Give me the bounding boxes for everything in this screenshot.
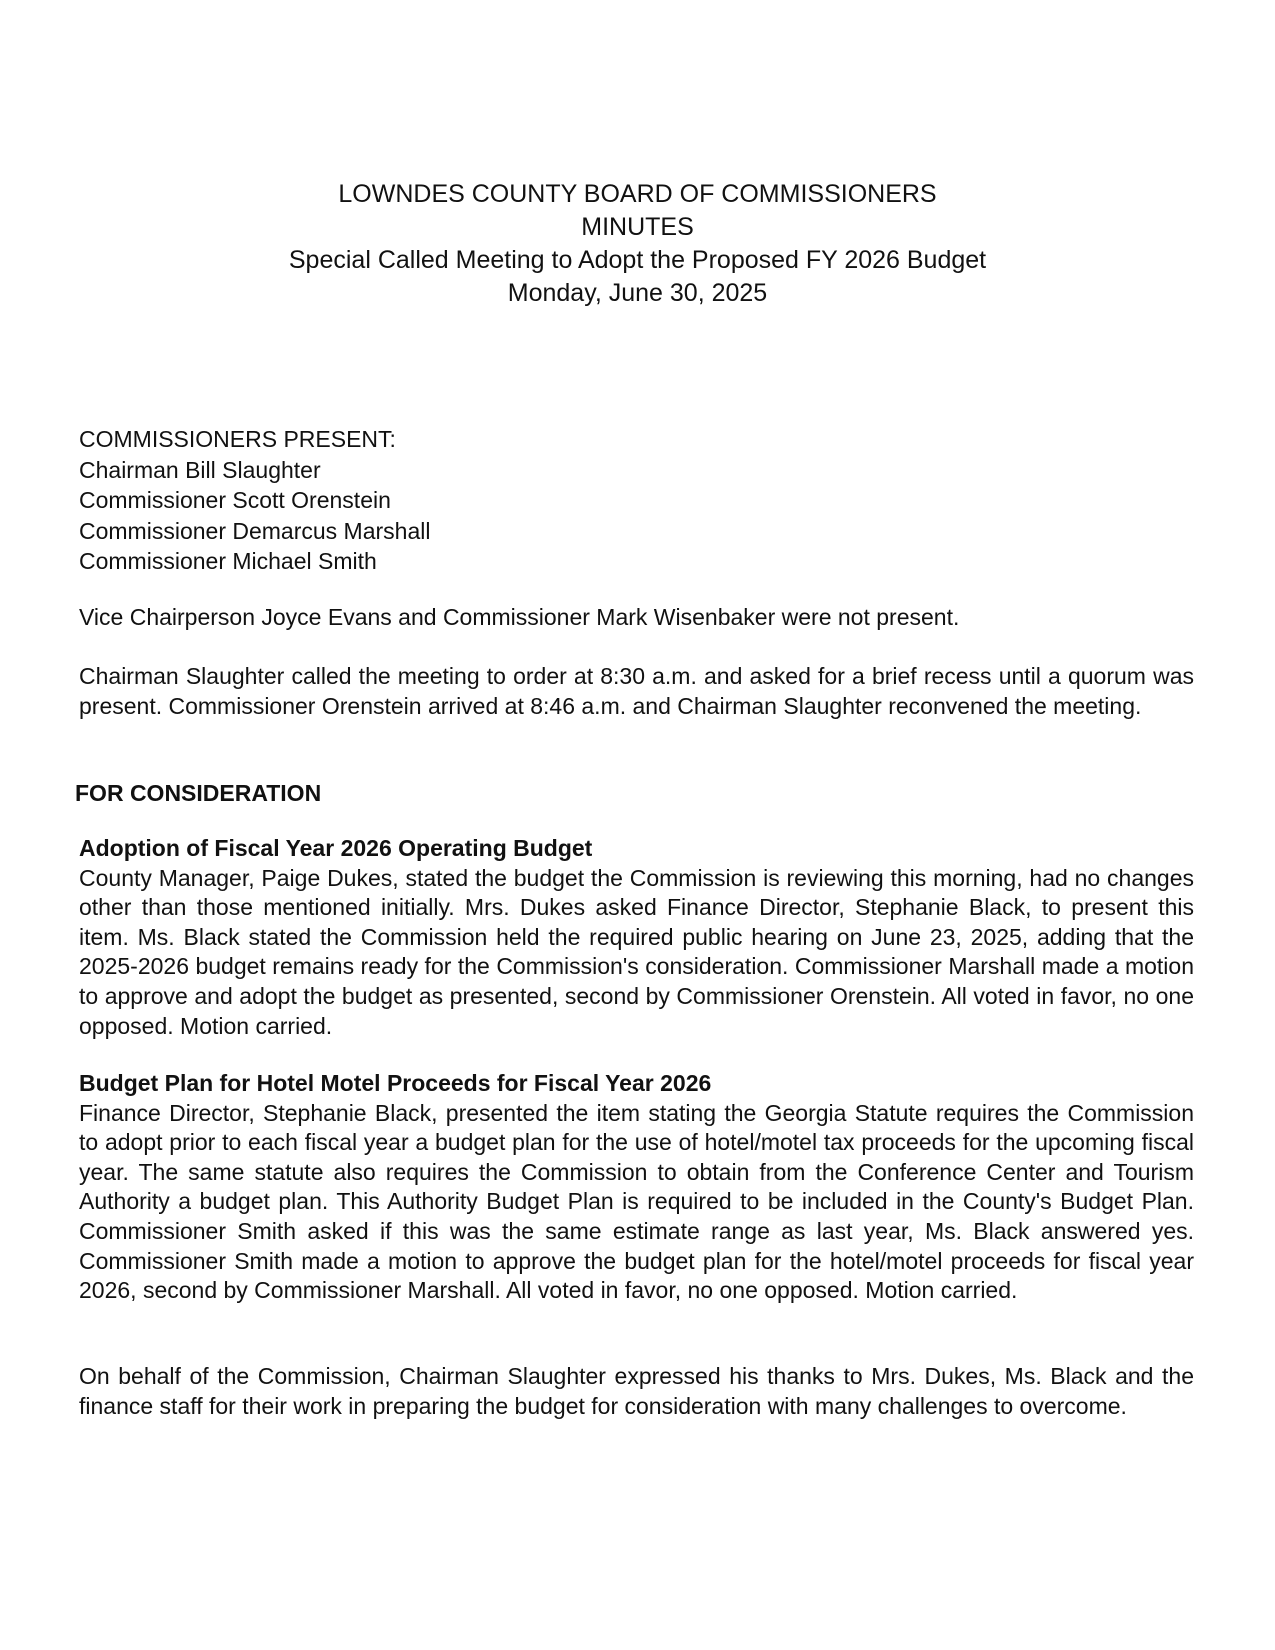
absent-paragraph: Vice Chairperson Joyce Evans and Commissioner Mark Wisenbaker were not present. [79, 604, 960, 630]
section-heading: FOR CONSIDERATION [75, 780, 322, 806]
call-to-order-paragraph: Chairman Slaughter called the meeting to order at 8:30 a.m. and asked for a brief recess until a quorum was present. Commissioner Orenstein arrived at 8:46 a.m. and Chairman Slaughter reconvened the meeting. [79, 663, 1194, 719]
header-organization: LOWNDES COUNTY BOARD OF COMMISSIONERS [338, 180, 937, 208]
header-meeting-date: Monday, June 30, 2025 [507, 279, 768, 307]
present-member: Commissioner Demarcus Marshall [79, 517, 431, 544]
agenda-item [79, 834, 1194, 1041]
agenda-item-title: Budget Plan for Hotel Motel Proceeds for Fiscal Year 2026 [79, 1070, 712, 1096]
agenda-item-title: Adoption of Fiscal Year 2026 Operating Budget [79, 835, 593, 861]
closing-paragraph: On behalf of the Commission, Chairman Slaughter expressed his thanks to Mrs. Dukes, Ms. Black and the finance staff for their work in preparing the budget for consideration with many challenges to overcome. [79, 1363, 1194, 1419]
present-member: Chairman Bill Slaughter [79, 456, 321, 483]
agenda-item-body: County Manager, Paige Dukes, stated the budget the Commission is reviewing this morning, had no changes other than those mentioned initially. Mrs. Dukes asked Finance Director, Stephanie Black, to present this item. Ms. Black stated the Commission held the required public hearing on June 23, 2025, adding that the 2025-2026 budget remains ready for the Commission's consideration. Commissioner Marshall made a motion to approve and adopt the budget as presented, second by Commissioner Orenstein. All voted in favor, no one opposed. Motion carried. [79, 864, 1194, 1039]
present-member: Commissioner Scott Orenstein [79, 487, 391, 513]
agenda-item [79, 1069, 1194, 1306]
present-member: Commissioner Michael Smith [79, 548, 377, 574]
document-header [0, 178, 1275, 310]
header-meeting-title: Special Called Meeting to Adopt the Proposed FY 2026 Budget [288, 246, 987, 274]
header-doc-type: MINUTES [581, 213, 694, 241]
agenda-item-body: Finance Director, Stephanie Black, presented the item stating the Georgia Statute requires the Commission to adopt prior to each fiscal year a budget plan for the use of hotel/motel tax proceeds for the upcoming fiscal year. The same statute also requires the Commission to obtain from the Conference Center and Tourism Authority a budget plan. This Authority Budget Plan is required to be included in the County's Budget Plan. Commissioner Smith asked if this was the same estimate range as last year, Ms. Black answered yes. Commissioner Smith made a motion to approve the budget plan for the hotel/motel proceeds for fiscal year 2026, second by Commissioner Marshall. All voted in favor, no one opposed. Motion carried. [79, 1099, 1194, 1304]
commissioners-present [79, 424, 1199, 577]
present-heading: COMMISSIONERS PRESENT: [79, 426, 396, 452]
